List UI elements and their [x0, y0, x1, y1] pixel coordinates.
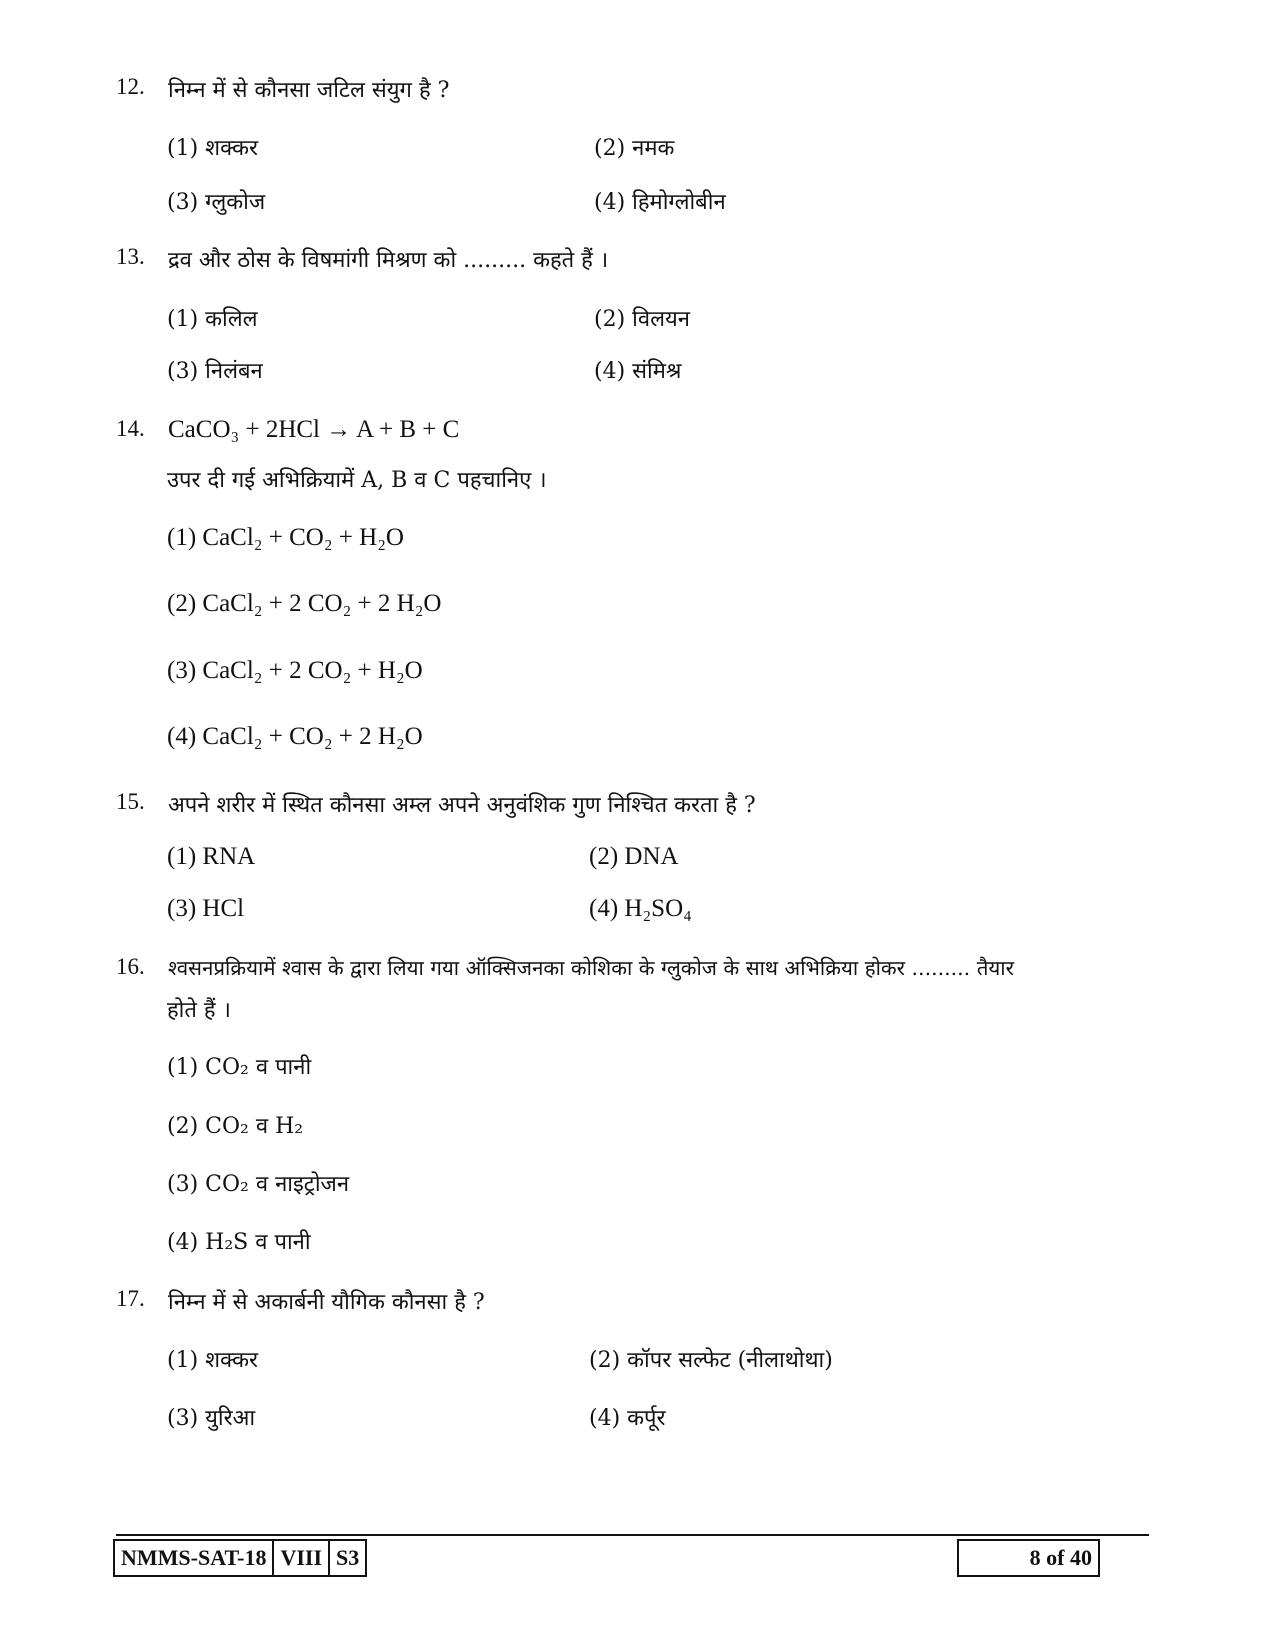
footer-paper-code: [113, 1539, 367, 1577]
option: (3) ग्लुकोज: [167, 190, 266, 215]
question-text: निम्न में से अकार्बनी यौगिक कौनसा है ?: [168, 1290, 485, 1315]
option: (1) शक्कर: [167, 1348, 259, 1373]
question-number: 12.: [116, 74, 145, 99]
class-code: VIII: [272, 1541, 328, 1575]
option: (2) CO₂ व H₂: [167, 1114, 304, 1139]
paper-code: NMMS-SAT-18: [121, 1545, 267, 1570]
page-number: 8 of 40: [1029, 1545, 1092, 1570]
question-number: 16.: [116, 954, 145, 979]
question-text: द्रव और ठोस के विषमांगी मिश्रण को ......... कहते हैं ।: [168, 248, 609, 273]
option: (1) RNA: [167, 843, 256, 870]
option: (3) HCl: [167, 895, 245, 922]
footer-page-box: [957, 1539, 1100, 1577]
option: (2) DNA: [589, 843, 679, 870]
option: (3) निलंबन: [167, 359, 263, 384]
set-code: S3: [328, 1541, 365, 1575]
option: (2) विलयन: [594, 307, 690, 332]
question-number: 17.: [116, 1286, 145, 1311]
question-text-continued: होते हैं ।: [167, 998, 231, 1023]
question-text: उपर दी गई अभिक्रियामें A, B व C पहचानिए ।: [167, 468, 547, 493]
option: (2) नमक: [594, 136, 675, 161]
option: (1) कलिल: [167, 307, 258, 332]
option: (4) संमिश्र: [594, 359, 682, 384]
question-number: 15.: [116, 789, 145, 814]
question-text: निम्न में से कौनसा जटिल संयुग है ?: [168, 78, 450, 103]
question-number: 14.: [116, 416, 145, 441]
question-number: 13.: [116, 244, 145, 269]
chemical-equation: CaCO₃ + 2HCl → A + B + C: [168, 416, 460, 443]
option: (4) हिमोग्लोबीन: [594, 190, 726, 215]
option: (3) CO₂ व नाइट्रोजन: [167, 1172, 350, 1197]
option: (4) कर्पूर: [589, 1406, 666, 1431]
option: (2) CaCl₂ + 2 CO₂ + 2 H₂O: [167, 590, 442, 617]
option: (4) H₂SO₄: [589, 895, 692, 922]
footer-divider: [116, 1534, 1149, 1536]
option: (1) शक्कर: [167, 136, 259, 161]
question-text: श्वसनप्रक्रियामें श्वास के द्वारा लिया गया ऑक्सिजनका कोशिका के ग्लुकोज के साथ अभिक्रिया होकर ......... तैयार: [168, 956, 1014, 980]
option: (1) CaCl₂ + CO₂ + H₂O: [167, 524, 404, 551]
option: (4) CaCl₂ + CO₂ + 2 H₂O: [167, 723, 423, 750]
option: (3) युरिआ: [167, 1406, 256, 1431]
option: (4) H₂S व पानी: [167, 1230, 311, 1255]
option: (1) CO₂ व पानी: [167, 1055, 312, 1080]
question-text: अपने शरीर में स्थित कौनसा अम्ल अपने अनुवंशिक गुण निश्चित करता है ?: [168, 793, 756, 818]
option: (3) CaCl₂ + 2 CO₂ + H₂O: [167, 657, 423, 684]
option: (2) कॉपर सल्फेट (नीलाथोथा): [589, 1348, 833, 1373]
